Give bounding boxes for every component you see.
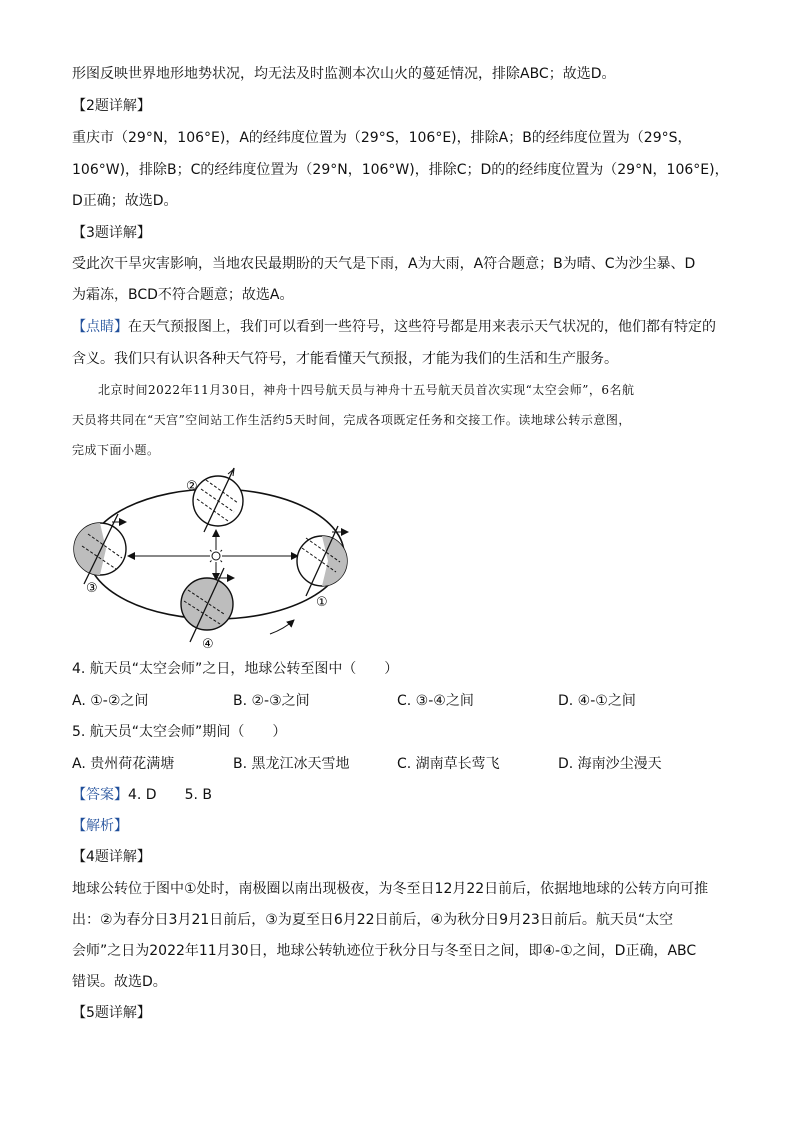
question-4: 4. 航天员“太空会师”之日，地球公转至图中（ ） (72, 661, 399, 677)
q5-option-a: A. 贵州荷花满塘 (72, 756, 175, 772)
answer-line (72, 785, 212, 805)
sun-icon (208, 548, 224, 564)
tip-text: 在天气预报图上，我们可以看到一些符号，这些符号都是用来表示天气状况的，他们都有特定的 (128, 319, 716, 335)
earth-position-1 (297, 526, 348, 596)
section-heading: 【2题详解】 (72, 98, 151, 114)
label-4: ④ (202, 637, 214, 652)
label-2: ② (186, 479, 198, 494)
paragraph-line: 受此次干旱灾害影响，当地农民最期盼的天气是下雨，A为大雨，A符合题意；B为晴、C为沙尘暴、D (72, 256, 696, 272)
paragraph-line: 为霜冻，BCD不符合题意；故选A。 (72, 287, 294, 303)
paragraph-line: 含义。我们只有认识各种天气符号，才能看懂天气预报，才能为我们的生活和生产服务。 (72, 351, 618, 367)
revolution-direction-arrow (270, 620, 294, 634)
intro-line: 天员将共同在“天宫”空间站工作生活约5天时间，完成各项既定任务和交接工作。读地球公转示意图， (72, 413, 631, 427)
section-heading: 【4题详解】 (72, 849, 151, 865)
tip-line (72, 317, 716, 337)
paragraph-line: D正确；故选D。 (72, 193, 178, 209)
q5-option-d: D. 海南沙尘漫天 (558, 756, 662, 772)
label-1: ① (316, 595, 328, 610)
paragraph-line: 106°W)，排除B；C的经纬度位置为（29°N，106°W)，排除C；D的的经纬度位置为（29°N，106°E)， (72, 162, 729, 178)
q5-option-b: B. 黑龙江冰天雪地 (233, 756, 350, 772)
section-heading: 【5题详解】 (72, 1005, 151, 1021)
paragraph-line: 地球公转位于图中①处时，南极圈以南出现极夜，为冬至日12月22日前后，依据地地球的公转方向可推 (72, 881, 709, 897)
q5-option-c: C. 湖南草长莺飞 (397, 756, 500, 772)
q4-option-b: B. ②-③之间 (233, 693, 310, 709)
intro-line: 完成下面小题。 (72, 443, 160, 457)
q4-option-d: D. ④-①之间 (558, 693, 636, 709)
answer-label: 【答案】 (72, 787, 128, 803)
earth-position-4 (181, 568, 234, 642)
paragraph-line: 错误。故选D。 (72, 974, 167, 990)
earth-position-2 (193, 468, 243, 532)
analysis-heading: 【解析】 (72, 818, 128, 834)
intro-line: 北京时间2022年11月30日，神舟十四号航天员与神舟十五号航天员首次实现“太空会师”，6名航 (98, 383, 635, 397)
section-heading: 【3题详解】 (72, 225, 151, 241)
label-3: ③ (86, 581, 98, 596)
answer-values: 4. D 5. B (128, 787, 212, 803)
earth-revolution-diagram (66, 464, 366, 654)
paragraph-line: 形图反映世界地形地势状况，均无法及时监测本次山火的蔓延情况，排除ABC；故选D。 (72, 66, 616, 82)
paragraph-line: 重庆市（29°N，106°E)，A的经纬度位置为（29°S，106°E)，排除A；B的经纬度位置为（29°S， (72, 130, 692, 146)
paragraph-line: 会师”之日为2022年11月30日，地球公转轨迹位于秋分日与冬至日之间，即④-①之间，D正确，ABC (72, 943, 697, 959)
q4-option-a: A. ①-②之间 (72, 693, 149, 709)
paragraph-line: 出：②为春分日3月21日前后，③为夏至日6月22日前后，④为秋分日9月23日前后。航天员“太空 (72, 912, 674, 928)
earth-position-3 (74, 514, 126, 584)
tip-label: 【点睛】 (72, 319, 128, 335)
question-5: 5. 航天员“太空会师”期间（ ） (72, 724, 287, 740)
q4-option-c: C. ③-④之间 (397, 693, 474, 709)
